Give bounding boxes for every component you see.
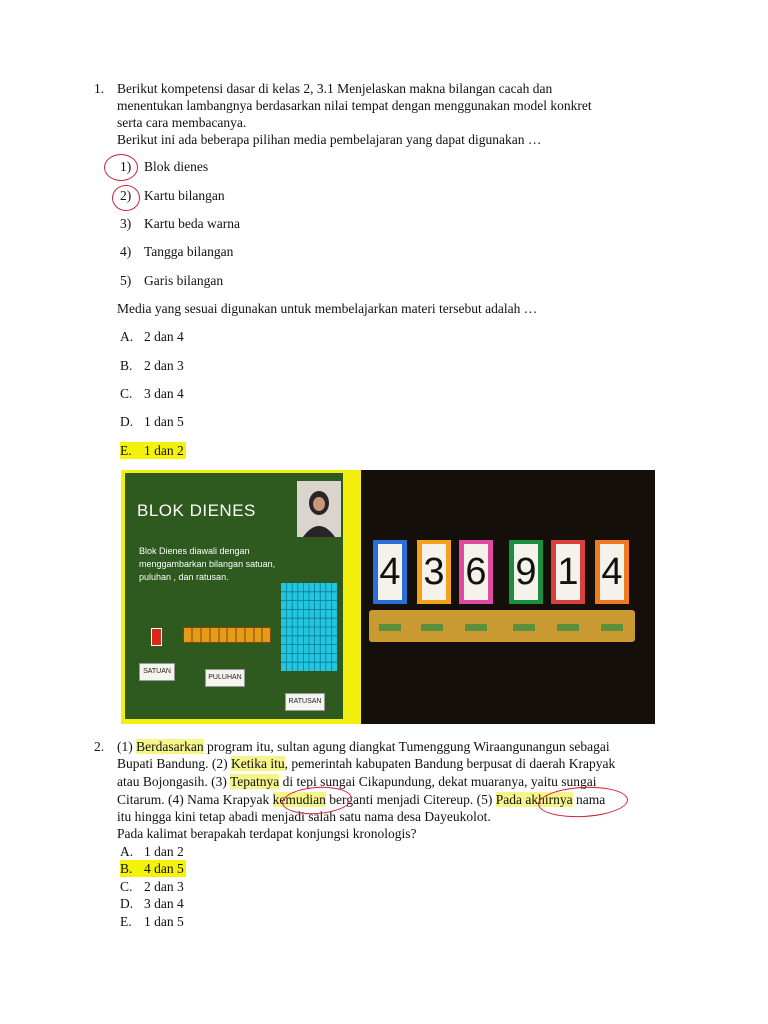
puluhan-rod (183, 627, 271, 643)
pocket (557, 624, 579, 631)
number-cards-photo (361, 470, 655, 724)
number-card: 6 (459, 540, 493, 604)
ratusan-grid (281, 583, 337, 671)
card-board (369, 610, 635, 642)
q1-line-1: Berikut kompetensi dasar di kelas 2, 3.1 Menjelaskan makna bilangan cacah dan (117, 81, 553, 96)
q1-question: Media yang sesuai digunakan untuk membelajarkan materi tersebut adalah … (117, 301, 538, 316)
slide-board (125, 473, 343, 719)
number-card: 4 (373, 540, 407, 604)
satuan-label: SATUAN (139, 663, 175, 681)
number-card: 9 (509, 540, 543, 604)
q2-option-b-answer: B. 4 dan 5 (120, 861, 184, 876)
number-card: 4 (595, 540, 629, 604)
presenter-photo (297, 481, 341, 537)
q1-option-d: D. 1 dan 5 (120, 414, 184, 429)
pocket (421, 624, 443, 631)
q2-line-3: atau Bojongasih. (3) Tepatnya di tepi sungai Cikapundung, dekat muaranya, yaitu sungai (117, 774, 597, 789)
q1-item: 1) Blok dienes (120, 159, 209, 174)
red-circle-annotation (104, 154, 138, 181)
pocket (465, 624, 487, 631)
puluhan-label: PULUHAN (205, 669, 245, 687)
q1-item: 2) Kartu bilangan (120, 188, 225, 203)
q1-item: 4) Tangga bilangan (120, 244, 234, 259)
q1-item: 3) Kartu beda warna (120, 216, 240, 231)
pocket (513, 624, 535, 631)
pocket (601, 624, 623, 631)
q2-line-2: Bupati Bandung. (2) Ketika itu, pemerintah kabupaten Bandung berpusat di daerah Krapyak (117, 756, 616, 771)
satuan-cube (151, 628, 162, 646)
number-card: 3 (417, 540, 451, 604)
q2-line-5: itu hingga kini tetap abadi menjadi salah satu nama desa Dayeukolot. (117, 809, 491, 824)
q1-option-a: A. 2 dan 4 (120, 329, 184, 344)
q2-number: 2. (94, 739, 105, 754)
slide-text: Blok Dienes diawali dengan menggambarkan bilangan satuan, puluhan , dan ratusan. (139, 546, 276, 582)
q1-item: 5) Garis bilangan (120, 273, 224, 288)
media-image (121, 470, 655, 724)
q1-option-c: C. 3 dan 4 (120, 386, 184, 401)
q2-line-4: Citarum. (4) Nama Krapyak kemudian berganti menjadi Citereup. (5) Pada akhirnya nama (117, 792, 606, 807)
blok-dienes-slide (121, 470, 347, 724)
slide-title: BLOK DIENES (137, 501, 256, 520)
q1-option-e-answer: E. 1 dan 2 (120, 443, 184, 458)
ratusan-label: RATUSAN (285, 693, 325, 711)
divider-strip (347, 470, 361, 724)
number-card: 1 (551, 540, 585, 604)
q1-number: 1. (94, 81, 105, 96)
q2-option-c: C. 2 dan 3 (120, 879, 184, 894)
q1-line-2: menentukan lambangnya berdasarkan nilai tempat dengan menggunakan model konkret (117, 98, 592, 113)
q2-option-e: E. 1 dan 5 (120, 914, 184, 929)
pocket (379, 624, 401, 631)
q2-question: Pada kalimat berapakah terdapat konjungsi kronologis? (117, 826, 417, 841)
q2-line-1: (1) Berdasarkan program itu, sultan agung diangkat Tumenggung Wiraangunangun sebagai (117, 739, 610, 754)
red-circle-annotation (112, 185, 140, 211)
q1-line-4: Berikut ini ada beberapa pilihan media pembelajaran yang dapat digunakan … (117, 132, 542, 147)
q2-option-d: D. 3 dan 4 (120, 896, 184, 911)
q1-line-3: serta cara membacanya. (117, 115, 247, 130)
q1-option-b: B. 2 dan 3 (120, 358, 184, 373)
q2-option-a: A. 1 dan 2 (120, 844, 184, 859)
